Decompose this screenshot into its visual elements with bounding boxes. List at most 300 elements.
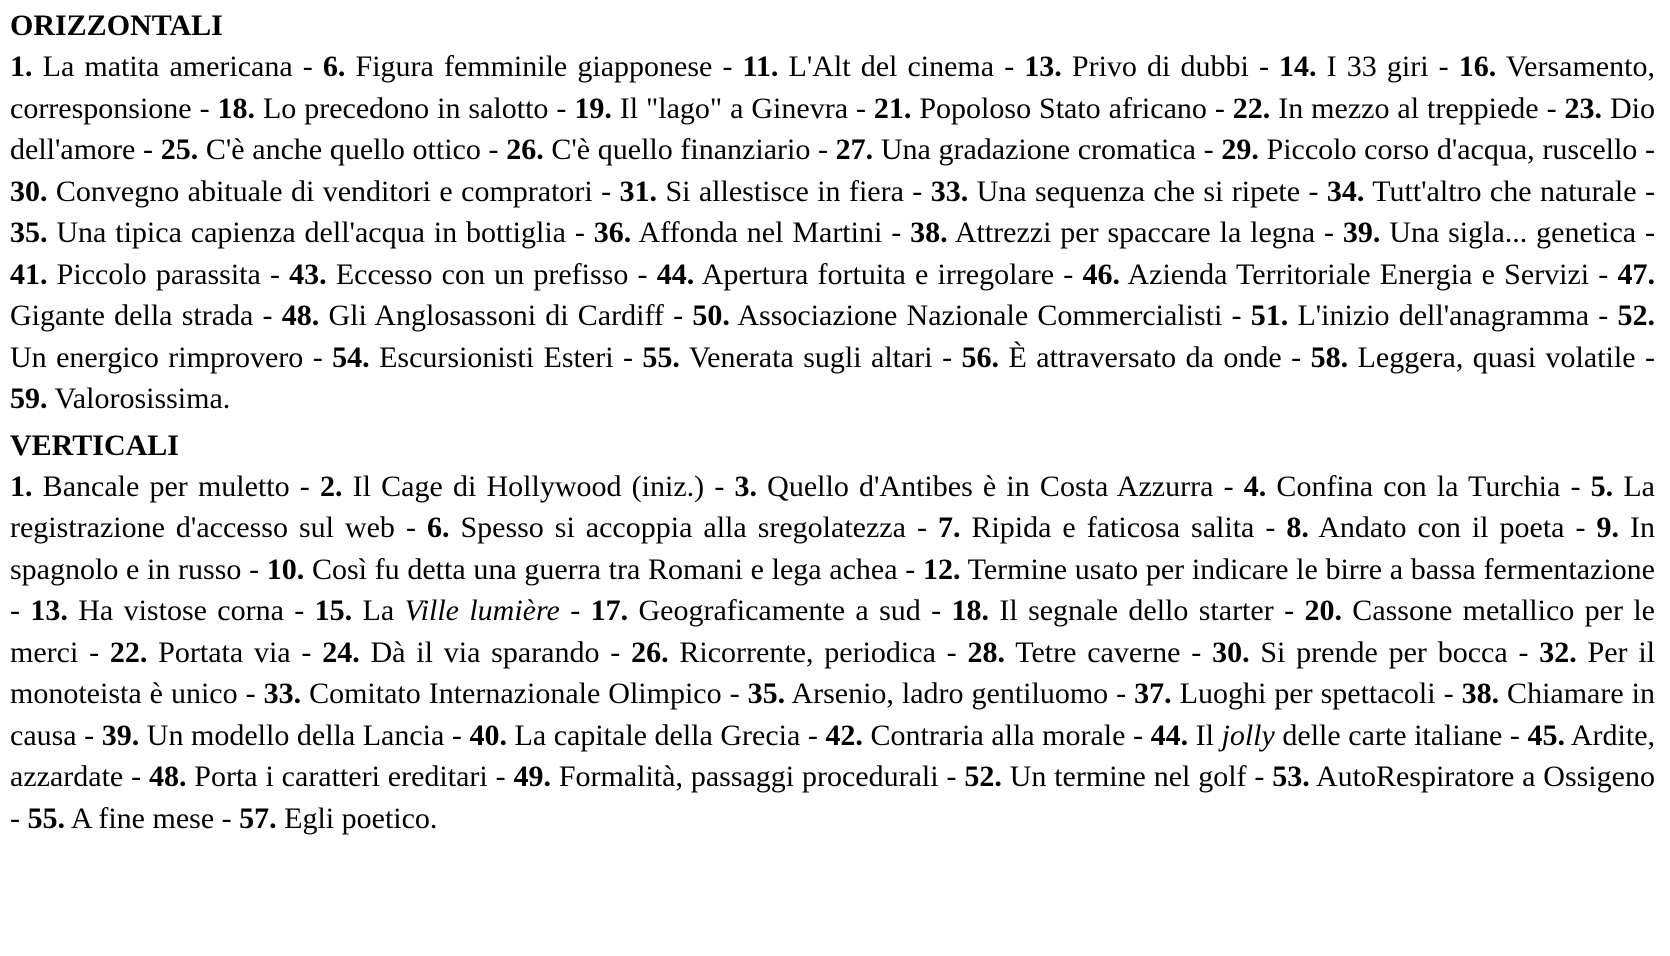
clue-item (1151, 719, 1503, 752)
clue-text-plain: Comitato Internazionale Olimpico (301, 677, 722, 710)
clue-text (198, 133, 481, 166)
clue-text-plain: C'è anche quello ottico (198, 133, 481, 166)
clue-number: 33. (930, 174, 969, 208)
clue-text-plain: In mezzo al treppiede (1270, 91, 1539, 125)
clue-item (1244, 470, 1561, 503)
clue-text (778, 50, 994, 83)
clue-number: 1. (10, 50, 33, 83)
clue-text (911, 92, 1206, 125)
clue-text (345, 50, 712, 83)
clue-number: 56. (961, 340, 1000, 374)
clue-item (320, 470, 704, 503)
clue-separator: - (1281, 340, 1311, 374)
clue-text-before: Il (1188, 718, 1222, 752)
clue-text-plain: Confina con la Turchia (1266, 469, 1561, 503)
clue-item (239, 802, 437, 835)
clue-text-plain: In spagnolo e in russo (10, 511, 1655, 586)
clue-text (631, 216, 882, 249)
clue-text (730, 299, 1223, 332)
clue-number: 48. (281, 299, 320, 332)
clue-separator: - (628, 257, 657, 291)
clue-text-plain: Associazione Nazionale Commercialisti (729, 299, 1223, 332)
clue-number: 24. (322, 635, 360, 669)
clue-text (1288, 299, 1589, 332)
clue-text (1364, 175, 1636, 208)
clue-text-plain: Egli poetico. (276, 801, 438, 835)
clue-text-plain: Si allestisce in fiera (657, 174, 904, 208)
clue-number: 36. (593, 216, 632, 249)
clue-item (962, 341, 1282, 374)
clue-item (218, 92, 549, 125)
clue-number: 21. (873, 91, 912, 125)
clue-number: 20. (1304, 594, 1342, 627)
clue-separator: - (613, 340, 643, 374)
clue-item (10, 382, 230, 415)
clue-text (139, 719, 444, 752)
clue-item (161, 133, 481, 166)
clue-item (10, 50, 293, 83)
clue-number: 35. (747, 677, 786, 710)
clue-text-plain: La registrazione d'accesso sul web (10, 469, 1655, 544)
clue-text (1062, 50, 1249, 83)
clue-separator: - (1246, 760, 1273, 793)
clue-text-plain: Una sigla... genetica (1380, 216, 1637, 249)
clue-item (427, 511, 906, 544)
clue-number: 30. (1212, 635, 1250, 669)
clue-item (631, 636, 936, 669)
clue-item (825, 719, 1125, 752)
clue-number: 45. (1527, 718, 1565, 752)
clue-text-plain: AutoRespiratore a Ossigeno (1309, 760, 1655, 793)
clue-item (910, 216, 1315, 249)
clue-separator: - (1502, 718, 1528, 752)
clue-text-plain: Ardite, azzardate (10, 718, 1656, 793)
clue-separator: - (559, 594, 591, 627)
clue-text (1380, 216, 1636, 249)
clue-separator: - (800, 718, 826, 752)
clue-number: 32. (1539, 635, 1577, 669)
clue-item (10, 216, 566, 249)
section-title-orizzontali: ORIZZONTALI (10, 9, 223, 42)
clue-number: 3. (734, 469, 757, 503)
clue-text-plain: Ha vistose corna (67, 594, 284, 627)
clue-text (1266, 470, 1560, 503)
clue-item (10, 258, 261, 291)
clue-item (267, 553, 898, 586)
clue-text (1005, 636, 1181, 669)
clue-item (836, 133, 1196, 166)
clue-text-plain: I 33 giri (1316, 50, 1429, 83)
clue-separator: - (1125, 718, 1151, 752)
clue-text-plain: Convegno abituale di venditori e compratori (47, 174, 593, 208)
clue-number: 46. (1082, 257, 1120, 291)
clue-number: 7. (937, 511, 961, 544)
clue-text-plain: A fine mese (65, 801, 215, 835)
clue-separator: - (1589, 299, 1618, 332)
clue-separator: - (905, 511, 938, 544)
clue-text (319, 299, 664, 332)
clue-text (33, 470, 290, 503)
clue-text-plain: L'Alt del cinema (778, 50, 995, 83)
clue-number: 39. (101, 718, 140, 752)
clue-item (1286, 511, 1564, 544)
clue-text (1348, 341, 1635, 374)
clue-separator: - (123, 760, 149, 793)
clue-separator: - (283, 594, 315, 627)
clue-text-plain: Termine usato per indicare le birre a bassa fermentazione (960, 552, 1656, 586)
clue-separator: - (1196, 133, 1222, 166)
clue-item (30, 594, 284, 627)
clue-number: 22. (109, 635, 148, 669)
clue-item (469, 719, 800, 752)
clue-text (48, 258, 261, 291)
clue-separator: - (1635, 340, 1655, 374)
clue-separator: - (932, 340, 962, 374)
clue-text (669, 636, 936, 669)
clue-number: 52. (1617, 299, 1655, 332)
clue-number: 25. (160, 133, 199, 166)
clue-text-plain: Geograficamente a sud (628, 594, 921, 627)
clue-number: 59. (10, 382, 48, 415)
clue-separator: - (592, 174, 620, 208)
clue-number: 42. (825, 718, 863, 752)
clue-text-plain: Dà il via sparando (359, 635, 600, 669)
clue-item (506, 133, 810, 166)
clue-item (332, 341, 613, 374)
clue-separator: - (292, 50, 323, 83)
clue-separator: - (1273, 594, 1305, 627)
clue-text (680, 341, 933, 374)
clue-text-plain: Arsenio, ladro gentiluomo (785, 677, 1109, 710)
clue-separator: - (444, 718, 470, 752)
clue-text (1259, 133, 1637, 166)
clue-separator: - (810, 133, 836, 166)
clue-number: 49. (513, 760, 551, 793)
clue-number: 14. (1279, 50, 1317, 83)
clue-text-plain: Piccolo parassita (47, 257, 261, 291)
clue-separator: - (214, 801, 240, 835)
clue-separator: - (1300, 174, 1327, 208)
clue-separator: - (599, 635, 632, 669)
clue-text-plain: Privo di dubbi (1061, 50, 1249, 83)
clue-separator: - (394, 511, 427, 544)
clue-text-plain: Azienda Territoriale Energia e Servizi (1119, 257, 1590, 291)
clue-text-plain: Piccolo corso d'acqua, ruscello (1258, 133, 1638, 166)
clue-number: 53. (1272, 760, 1310, 793)
clue-separator: - (548, 91, 575, 125)
clue-number: 10. (266, 552, 305, 586)
clue-text-plain: Eccesso con un prefisso (326, 257, 629, 291)
clue-item (620, 175, 904, 208)
clue-text (68, 594, 284, 627)
clue-number: 2. (319, 469, 343, 503)
clue-item (591, 594, 921, 627)
clue-number: 57. (239, 801, 277, 835)
clue-text (551, 760, 939, 793)
clue-text (1317, 50, 1429, 83)
clue-separator: - (897, 552, 923, 586)
clue-separator: - (191, 91, 218, 125)
clue-separator: - (1435, 677, 1462, 710)
clue-text-plain: Si prende per bocca (1249, 635, 1508, 669)
clue-text (360, 636, 600, 669)
clue-text (1172, 677, 1436, 710)
clue-text-plain: La matita americana (32, 50, 293, 83)
clue-text (989, 594, 1274, 627)
clue-text (960, 511, 1254, 544)
clue-separator: - (1222, 299, 1251, 332)
clue-separator: - (241, 552, 267, 586)
clue-number: 44. (1150, 718, 1189, 752)
clue-text-plain: Affonda nel Martini (631, 216, 883, 249)
clue-separator: - (1180, 635, 1213, 669)
clue-number: 34. (1326, 174, 1365, 208)
clue-text-plain: Escursionisti Esteri (369, 340, 614, 374)
clue-number: 39. (1342, 216, 1381, 249)
clue-text-plain: Cassone metallico per le merci (10, 594, 1655, 669)
clue-number: 16. (1458, 50, 1497, 83)
clue-separator: - (1206, 91, 1233, 125)
clue-number: 6. (426, 511, 450, 544)
clue-text (304, 553, 897, 586)
clue-text-plain: Una sequenza che si ripete (968, 174, 1301, 208)
clue-text-plain: È attraversato da onde (999, 340, 1282, 374)
clue-separator: - (290, 635, 323, 669)
clue-text-plain: Quello d'Antibes è in Costa Azzurra (757, 469, 1214, 503)
clue-text-plain: Tetre caverne (1004, 635, 1181, 669)
clue-text-plain: Valorosissima. (47, 382, 231, 415)
clue-text-plain: Un termine nel golf (1001, 760, 1247, 793)
clue-number: 47. (1617, 257, 1655, 291)
clue-number: 26. (631, 635, 669, 669)
clue-number: 48. (148, 760, 187, 793)
clue-separator: - (237, 677, 264, 710)
clue-text-before: La (352, 594, 405, 627)
clue-item (110, 636, 291, 669)
clue-separator: - (480, 133, 507, 166)
clue-separator: - (1637, 133, 1655, 166)
clue-text-plain: Leggera, quasi volatile (1348, 340, 1636, 374)
clue-text (48, 382, 231, 415)
clue-text (255, 92, 548, 125)
clue-text (147, 636, 290, 669)
clue-number: 11. (742, 50, 779, 83)
clue-text (863, 719, 1126, 752)
clue-text (277, 802, 438, 835)
clue-item (1221, 133, 1637, 166)
clue-item (692, 299, 1222, 332)
clue-text (507, 719, 800, 752)
clue-text-plain: C'è quello finanziario (543, 133, 811, 166)
clue-text-italic: Ville lumière (404, 594, 560, 627)
clue-item (748, 677, 1109, 710)
clue-text (48, 175, 593, 208)
clue-number: 43. (289, 257, 327, 291)
clue-text-plain: Popoloso Stato africano (911, 91, 1207, 125)
clue-item (964, 760, 1246, 793)
clue-text-plain: Una gradazione cromatica (873, 133, 1197, 166)
clue-separator: - (1248, 50, 1280, 83)
clue-number: 1. (10, 469, 33, 503)
clue-text (999, 341, 1282, 374)
clue-text-italic: jolly (1221, 718, 1275, 752)
clue-text-plain: Apertura fortuita e irregolare (694, 257, 1055, 291)
clue-separator: - (938, 760, 965, 793)
clue-text (657, 175, 904, 208)
clue-text-plain: Gli Anglosassoni di Cardiff (319, 299, 664, 332)
clue-text (1002, 760, 1247, 793)
clue-item (264, 677, 722, 710)
clue-text-plain: Gigante della strada (10, 299, 254, 332)
clue-separator: - (1636, 174, 1655, 208)
clue-separator: - (903, 174, 931, 208)
clue-number: 35. (10, 216, 48, 249)
clue-text-plain: Contraria alla morale (862, 718, 1126, 752)
clue-item (1233, 92, 1539, 125)
clue-number: 31. (619, 174, 658, 208)
clue-text (785, 677, 1108, 710)
clue-item (289, 258, 628, 291)
clue-item (1279, 50, 1429, 83)
clue-text-plain: L'inizio dell'anagramma (1288, 299, 1590, 332)
clue-text-plain: Un energico rimprovero (10, 340, 304, 374)
clue-text-plain: Luoghi per spettacoli (1171, 677, 1436, 710)
clue-text-plain: Il Cage di Hollywood (iniz.) (342, 469, 705, 503)
clue-separator: - (1538, 91, 1565, 125)
clue-text-plain: La capitale della Grecia (506, 718, 801, 752)
clue-item (10, 175, 593, 208)
clue-number: 19. (574, 91, 612, 125)
clue-text-plain: Per il monoteista è unico (10, 635, 1655, 710)
clue-separator: - (1636, 216, 1655, 249)
clue-text-plain: Ricorrente, periodica (668, 635, 936, 669)
clue-separator: - (289, 469, 320, 503)
clue-item (923, 553, 1655, 586)
clue-separator: - (1254, 511, 1287, 544)
clue-text-plain: Tutt'altro che naturale (1364, 174, 1637, 208)
clue-item (102, 719, 445, 752)
clue-separator: - (704, 469, 735, 503)
clue-separator: - (663, 299, 693, 332)
clue-text (960, 553, 1655, 586)
clue-text-plain: Venerata sugli altari (679, 340, 933, 374)
clue-number: 6. (322, 50, 346, 83)
clue-text (694, 258, 1054, 291)
clue-item (149, 760, 488, 793)
clue-text-after: delle carte italiane (1274, 718, 1503, 752)
clue-item (967, 636, 1180, 669)
clue-text (873, 133, 1196, 166)
clue-number: 26. (506, 133, 544, 166)
clue-separator: - (1589, 257, 1618, 291)
clue-number: 8. (1286, 511, 1309, 544)
clue-text (301, 677, 722, 710)
clue-separator: - (566, 216, 594, 249)
clue-number: 37. (1134, 677, 1172, 710)
clue-separator: - (78, 635, 110, 669)
clue-text (1250, 636, 1508, 669)
clue-item (874, 92, 1207, 125)
clue-number: 23. (1564, 91, 1603, 125)
clue-item (1134, 677, 1435, 710)
clue-separator: - (712, 50, 743, 83)
clue-number: 22. (1232, 91, 1271, 125)
clue-text (370, 341, 614, 374)
clue-separator: - (1560, 469, 1591, 503)
clue-text-plain: Dio dell'amore (10, 91, 1655, 166)
clue-item (1327, 175, 1637, 208)
clue-item (322, 636, 599, 669)
clue-text-plain: Attrezzi per spaccare la legna (947, 216, 1316, 249)
clue-text (327, 258, 629, 291)
clue-separator: - (260, 257, 290, 291)
clue-text (1188, 719, 1502, 752)
clue-item (735, 470, 1214, 503)
clue-number: 55. (27, 801, 65, 835)
clue-text-plain: Il "lago" a Ginevra (611, 91, 849, 125)
clue-text (1309, 511, 1565, 544)
clue-number: 17. (590, 594, 629, 627)
clue-text-plain: Il segnale dello starter (989, 594, 1274, 627)
clue-text-plain: Una tipica capienza dell'acqua in bottiglia (47, 216, 566, 249)
clue-number: 38. (1461, 677, 1500, 710)
section-title-verticali: VERTICALI (10, 428, 179, 462)
clue-number: 52. (964, 760, 1002, 793)
clue-separator: - (848, 91, 874, 125)
clue-separator: - (1428, 50, 1459, 83)
clue-number: 40. (469, 718, 507, 752)
clue-text (186, 760, 487, 793)
clue-text (342, 470, 704, 503)
crossword-clues-page (10, 6, 1655, 839)
clue-number: 55. (642, 340, 680, 374)
clue-item (28, 802, 215, 835)
clue-item (282, 299, 664, 332)
clue-text-plain: Porta i caratteri ereditari (186, 760, 488, 793)
clue-text-plain: Così fu detta una guerra tra Romani e lega achea (304, 552, 898, 586)
clue-item (657, 258, 1054, 291)
clue-text (968, 175, 1300, 208)
clue-text (65, 802, 214, 835)
clue-text-plain: Figura femminile giapponese (345, 50, 713, 83)
clue-item (1311, 341, 1636, 374)
clues-orizzontali (10, 46, 1655, 420)
clue-number: 58. (1310, 340, 1349, 374)
clue-text-plain: Un modello della Lancia (139, 718, 445, 752)
clue-text (628, 594, 921, 627)
clue-number: 12. (922, 552, 961, 586)
clue-item (952, 594, 1274, 627)
clue-separator: - (253, 299, 282, 332)
clue-number: 44. (656, 257, 695, 291)
clue-number: 41. (10, 257, 48, 291)
clue-number: 50. (692, 299, 730, 332)
clue-item (594, 216, 883, 249)
clue-separator: - (994, 50, 1025, 83)
clue-item (10, 470, 290, 503)
clue-text (1270, 92, 1538, 125)
clue-text-plain: Andato con il poeta (1308, 511, 1565, 544)
clue-number: 15. (314, 594, 353, 627)
clue-separator: - (487, 760, 514, 793)
clue-separator: - (920, 594, 952, 627)
clue-number: 4. (1243, 469, 1267, 503)
clue-separator: - (10, 594, 31, 627)
clue-number: 18. (951, 594, 989, 627)
clue-item (1343, 216, 1636, 249)
clue-text (1120, 258, 1589, 291)
clue-text-plain: Formalità, passaggi procedurali (550, 760, 939, 793)
